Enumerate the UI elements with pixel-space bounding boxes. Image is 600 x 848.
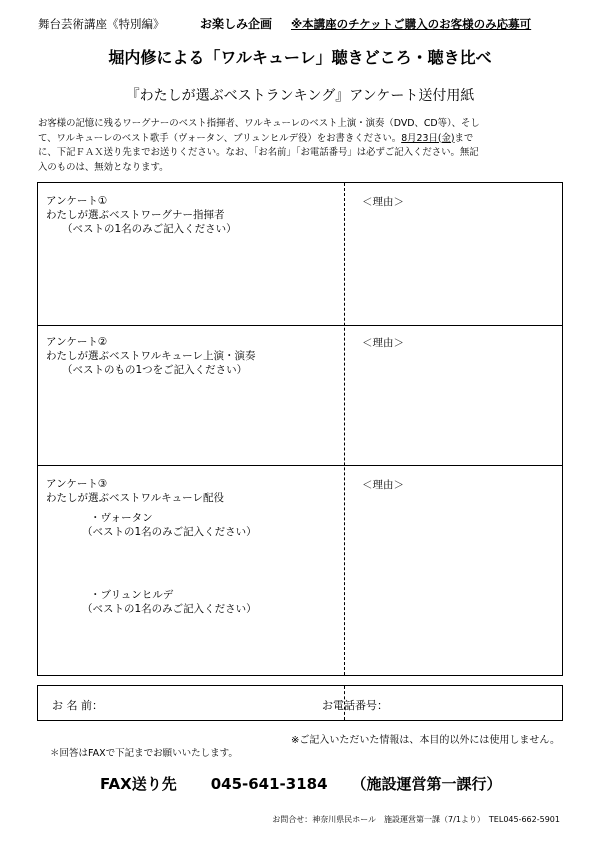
- fax-label: FAX送り先: [100, 775, 177, 793]
- survey-q1-label: アンケート①: [46, 195, 108, 207]
- survey-q3-role-wotan: ・ヴォータン: [90, 512, 153, 524]
- intro-line-4: 入のものは、無効となります。: [38, 161, 169, 173]
- fax-reply-note: ＊回答はFAXで下記までお願いいたします。: [50, 748, 238, 759]
- survey-q3-question: わたしが選ぶベストワルキューレ配役: [46, 492, 224, 504]
- survey-q3-role-brunnhilde: ・ブリュンヒルデ: [90, 589, 174, 601]
- intro-line-3: に、下記ＦＡＸ送り先までお送りください。なお、「お名前」「お電話番号」は必ずご記入ください。無記: [38, 147, 479, 158]
- survey-q2-reason-label: ＜理由＞: [362, 337, 404, 349]
- fax-number: 045-641-3184: [210, 775, 328, 793]
- fax-department: （施設運営第一課行）: [351, 775, 502, 793]
- survey-q1-reason-label: ＜理由＞: [362, 196, 404, 208]
- survey-q3-role-brunnhilde-instruction: （ベストの1名のみご記入ください）: [82, 603, 257, 615]
- deadline-date: 8月23日(金): [401, 132, 455, 144]
- row-divider-1: [38, 325, 562, 326]
- eligibility-notice: ※本講座のチケットご購入のお客様のみ応募可: [291, 17, 532, 31]
- survey-q2-instruction: （ベストのもの1つをご記入ください）: [62, 364, 248, 376]
- intro-line-2b: まで: [454, 132, 474, 144]
- intro-line-2a: て、ワルキューレのベスト歌手（ヴォータン、ブリュンヒルデ役）をお書きください。: [38, 132, 402, 144]
- survey-q1-instruction: （ベストの1名のみご記入ください）: [62, 223, 237, 235]
- name-field-label: お 名 前：: [52, 699, 103, 712]
- intro-line-1: お客様の記憶に残るワーグナーのベスト指揮者、ワルキューレのベスト上演・演奏（DVD、CD等）、そし: [38, 118, 480, 129]
- survey-q1-question: わたしが選ぶベストワーグナー指揮者: [46, 209, 225, 221]
- form-subtitle: 『わたしが選ぶベストランキング』アンケート送付用紙: [125, 88, 475, 104]
- privacy-note: ※ご記入いただいた情報は、本目的以外には使用しません。: [291, 735, 560, 746]
- survey-table: [37, 182, 563, 676]
- contact-table: [37, 685, 563, 721]
- survey-q2-question: わたしが選ぶベストワルキューレ上演・演奏: [46, 350, 256, 362]
- row-divider-2: [38, 465, 562, 466]
- intro-line-2: [38, 132, 568, 147]
- survey-q3-label: アンケート③: [46, 478, 108, 490]
- event-type-label: お楽しみ企画: [200, 17, 273, 31]
- survey-q2-label: アンケート②: [46, 336, 108, 348]
- phone-field-label: お電話番号：: [322, 699, 388, 712]
- page-title: 堀内修による「ワルキューレ」聴きどころ・聴き比べ: [108, 48, 492, 67]
- inquiry-info: お問合せ：神奈川県民ホール 施設運営第一課（7/1より） TEL045-662-5901: [272, 815, 560, 824]
- series-label: 舞台芸術講座《特別編》: [38, 17, 165, 31]
- column-divider: [344, 183, 345, 675]
- intro-paragraph: [38, 117, 568, 175]
- survey-q3-role-wotan-instruction: （ベストの1名のみご記入ください）: [82, 526, 257, 538]
- survey-q3-reason-label: ＜理由＞: [362, 479, 404, 491]
- fax-line: [100, 773, 502, 794]
